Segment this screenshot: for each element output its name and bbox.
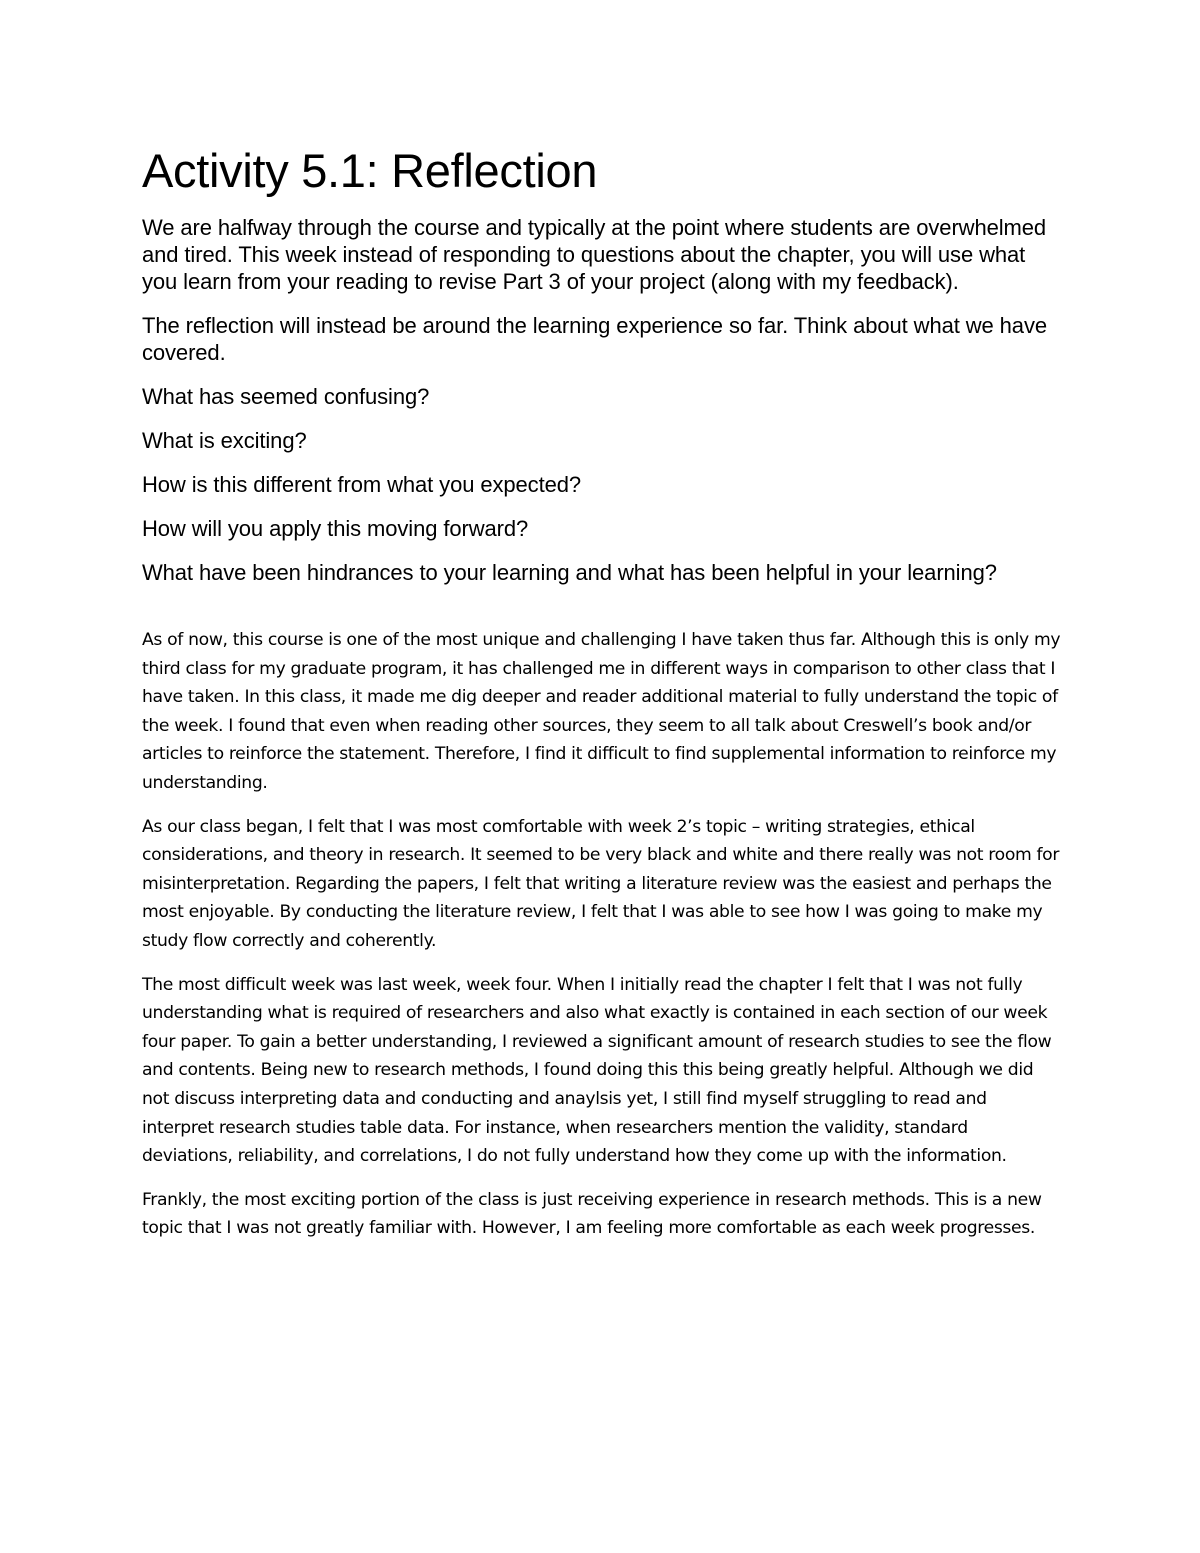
response-paragraph-3: The most difficult week was last week, week four. When I initially read the chapter I felt that I was not fully understanding what is required of researchers and also what exactly is contained in each section of our week four paper. To gain a better understanding, I reviewed a significant amount of research studies to see the flow and contents. Being new to research methods, I found doing this this being greatly helpful. Although we did not discuss interpreting data and conducting and anaylsis yet, I still find myself struggling to read and interpret research studies table data. For instance, when researchers mention the validity, standard deviations, reliability, and correlations, I do not fully understand how they come up with the information. [142, 974, 1052, 1167]
prompt-question-exciting: What is exciting? [142, 428, 307, 453]
response-paragraph-1: As of now, this course is one of the most unique and challenging I have taken thus far. Although this is only my third class for my graduate program, it has challenged me in different ways in comparison to other class that I have taken. In this class, it made me dig deeper and reader additional material to fully understand the topic of the week. I found that even when reading other sources, they seem to all talk about Creswell’s book and/or articles to reinforce the statement. Therefore, I find it difficult to find supplemental information to reinforce my understanding. [142, 630, 1061, 793]
prompt-question-hindrances: What have been hindrances to your learning and what has been helpful in your learning? [142, 560, 997, 585]
prompt-question-different: How is this different from what you expected? [142, 472, 581, 497]
document-page [142, 140, 1062, 1258]
prompt-intro-paragraph: We are halfway through the course and typically at the point where students are overwhelmed and tired. This week instead of responding to questions about the chapter, you will use what you learn from your reading to revise Part 3 of your project (along with my feedback). [142, 215, 1047, 294]
student-response [142, 626, 1062, 1243]
page-title: Activity 5.1: Reflection [142, 144, 598, 197]
response-paragraph-4: Frankly, the most exciting portion of the class is just receiving experience in research methods. This is a new topic that I was not greatly familiar with. However, I am feeling more comfortable as each week progresses. [142, 1189, 1042, 1239]
prompt-question-confusing: What has seemed confusing? [142, 384, 430, 409]
prompt-reflection-paragraph: The reflection will instead be around the learning experience so far. Think about what we have covered. [142, 313, 1047, 365]
response-paragraph-2: As our class began, I felt that I was most comfortable with week 2’s topic – writing strategies, ethical considerations, and theory in research. It seemed to be very black and white and there really was not room for misinterpretation. Regarding the papers, I felt that writing a literature review was the easiest and perhaps the most enjoyable. By conducting the literature review, I felt that I was able to see how I was going to make my study flow correctly and coherently. [142, 816, 1060, 951]
prompt-question-apply: How will you apply this moving forward? [142, 516, 529, 541]
assignment-prompt [142, 214, 1062, 586]
